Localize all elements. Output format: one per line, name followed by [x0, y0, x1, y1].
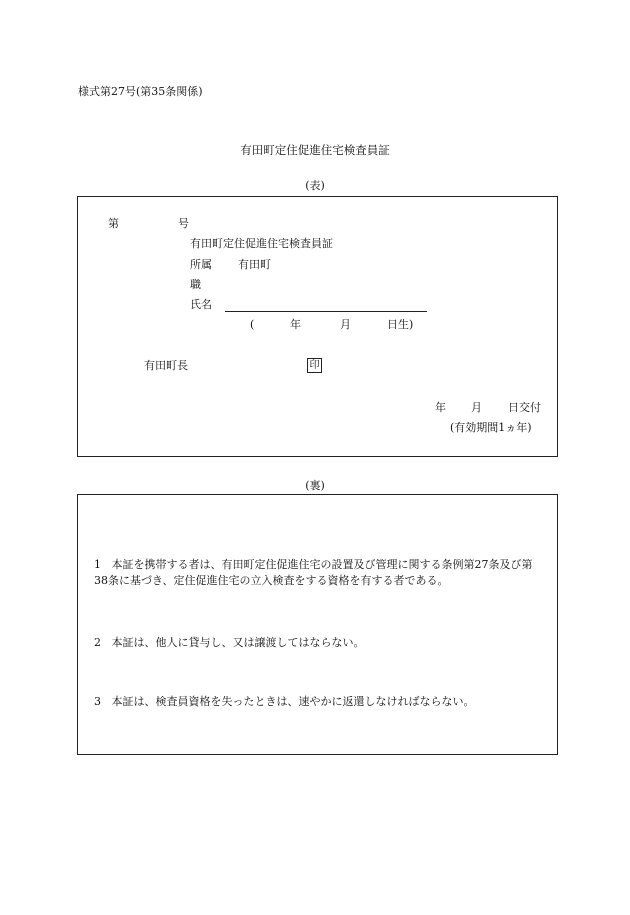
- back-item-1: [94, 557, 539, 589]
- name-label: 氏名: [190, 298, 212, 311]
- birth-month: 月: [340, 318, 351, 331]
- birth-day: 日生): [387, 318, 414, 331]
- issue-month: 月: [471, 401, 482, 414]
- birth-paren-open: (: [250, 318, 255, 331]
- issuer: 有田町長: [144, 359, 188, 372]
- number-label-dai: 第: [108, 217, 119, 230]
- back-item-3: [94, 694, 539, 710]
- affiliation-value: 有田町: [238, 258, 271, 271]
- back-item-text: 本証は、検査員資格を失ったときは、速やかに返還しなければならない。: [111, 695, 475, 708]
- form-number: 様式第27号(第35条関係): [78, 85, 203, 98]
- affiliation-label: 所属: [190, 258, 212, 271]
- front-card: [77, 196, 558, 457]
- seal-mark: 印: [307, 358, 322, 373]
- page-title: 有田町定住促進住宅検査員証: [240, 143, 390, 157]
- validity-period: (有効期間1ヵ年): [450, 421, 532, 434]
- back-item-2: [94, 635, 539, 651]
- back-item-number: 1: [94, 558, 101, 571]
- name-underline: [225, 311, 427, 312]
- birth-year: 年: [290, 318, 301, 331]
- front-heading: (表): [305, 179, 325, 192]
- back-item-text: 本証は、他人に貸与し、又は譲渡してはならない。: [111, 636, 365, 649]
- number-label-go: 号: [178, 217, 189, 230]
- position-label: 職: [190, 278, 201, 291]
- back-item-text: 本証を携帯する者は、有田町定住促進住宅の設置及び管理に関する条例第27条及び第38条に基づき、定住促進住宅の立入検査をする資格を有する者である。: [94, 558, 533, 587]
- back-item-number: 2: [94, 636, 101, 649]
- back-card: [77, 494, 558, 755]
- card-title: 有田町定住促進住宅検査員証: [190, 237, 333, 250]
- back-item-number: 3: [94, 695, 101, 708]
- back-heading: (裏): [305, 479, 325, 492]
- issue-day: 日交付: [508, 401, 541, 414]
- issue-year: 年: [435, 401, 446, 414]
